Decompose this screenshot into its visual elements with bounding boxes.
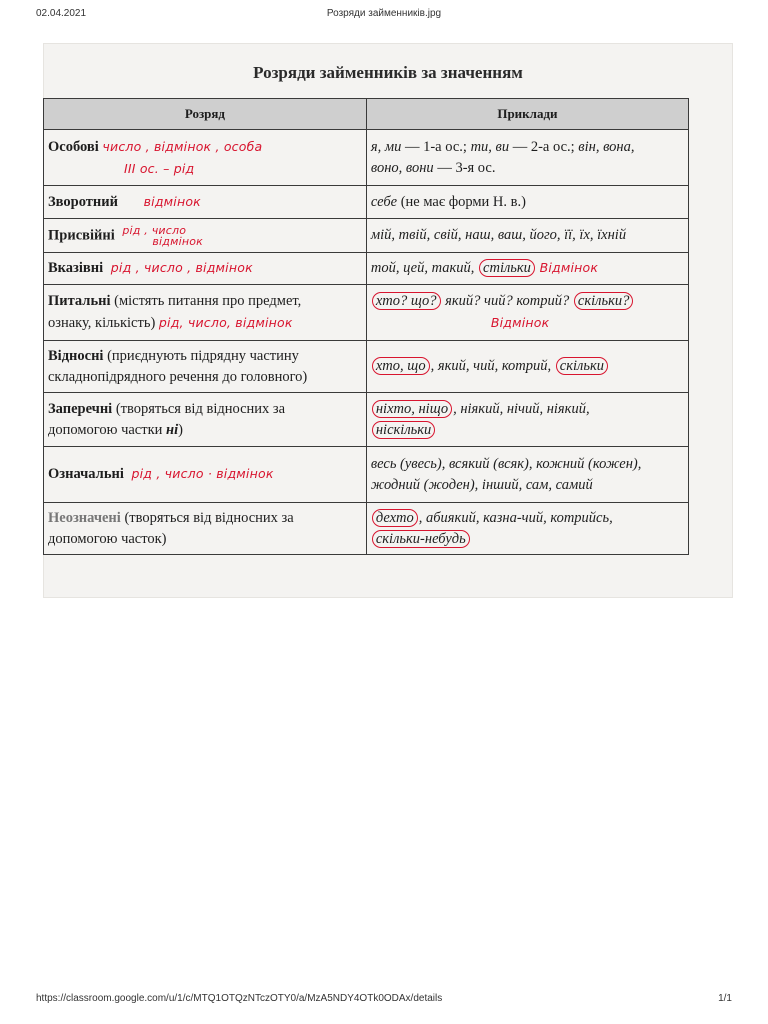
document-title: Розряди займенників за значенням — [253, 63, 523, 82]
table-row — [44, 341, 689, 393]
examples-cell — [366, 503, 688, 555]
circled-example: скільки-небудь — [372, 530, 470, 548]
examples-cell — [366, 447, 688, 503]
category-description: (творяться від відносних за — [120, 509, 294, 526]
example-text: — 2-а ос.; — [509, 138, 579, 155]
circled-example: скільки? — [574, 292, 633, 310]
category-name: Заперечні — [48, 400, 113, 417]
example-text: мій, твій, свій, наш, ваш, його, її, їх, їхній — [370, 227, 627, 243]
category-description: ) — [178, 421, 183, 438]
category-name: Питальні — [48, 293, 111, 309]
category-description: ознаку, кількість) — [48, 315, 156, 331]
handwritten-note: рід, число, відмінок — [158, 315, 293, 330]
category-description: допомогою частки — [48, 421, 167, 438]
example-text: жодний (жоден), інший, сам, самий — [370, 476, 593, 493]
example-text: (не має форми Н. в.) — [397, 193, 526, 210]
circled-example: хто, що — [372, 357, 430, 375]
table-row — [44, 253, 689, 285]
circled-example: хто? що? — [372, 292, 441, 310]
table-row — [44, 219, 689, 253]
examples-cell — [366, 285, 688, 341]
example-text: — 3-я ос. — [433, 159, 496, 176]
category-name: Присвійні — [48, 227, 115, 243]
category-description: ні — [166, 421, 179, 438]
table-row — [44, 503, 689, 555]
example-text: я, ми — [370, 138, 402, 155]
circled-example: ніскільки — [372, 421, 435, 439]
category-name: Зворотний — [48, 193, 118, 210]
category-description: допомогою часток) — [48, 530, 167, 547]
examples-cell — [366, 393, 688, 447]
category-description: (приєднують підрядну частину — [103, 347, 299, 364]
handwritten-note: Відмінок — [539, 260, 599, 275]
table-row — [44, 285, 689, 341]
print-url: https://classroom.google.com/u/1/c/MTQ1OTQzNTczOTY0/a/MzA5NDY4OTk0ODAx/details — [36, 993, 443, 1004]
handwritten-note: число , відмінок , особа — [102, 138, 263, 154]
category-description: (творяться від відносних за — [112, 400, 286, 417]
example-text: , ніякий, нічий, ніякий, — [453, 400, 590, 417]
example-text: той, цей, такий, — [370, 260, 475, 276]
handwritten-note: ІІІ ос. – рід — [124, 160, 195, 176]
circled-example: ніхто, ніщо — [372, 400, 452, 418]
examples-cell — [366, 130, 688, 186]
category-name: Неозначені — [48, 509, 121, 526]
category-description: (містять питання про предмет, — [110, 293, 302, 309]
table-header-row — [44, 99, 689, 130]
example-text: весь (увесь), всякий (всяк), кожний (кожен), — [370, 455, 642, 472]
category-cell — [44, 285, 367, 341]
category-cell — [44, 341, 367, 393]
category-cell — [44, 130, 367, 186]
table-row — [44, 130, 689, 186]
handwritten-note: рід , число · відмінок — [131, 466, 274, 481]
example-text: , який, чий, котрий, — [430, 358, 555, 374]
category-name: Особові — [48, 138, 99, 155]
example-text: який? чий? котрий? — [441, 293, 573, 309]
category-name: Вказівні — [48, 260, 104, 276]
category-name: Означальні — [48, 466, 124, 482]
circled-example: стільки — [479, 259, 535, 277]
category-cell — [44, 393, 367, 447]
example-text: воно, вони — [370, 159, 434, 176]
scanned-document — [43, 43, 733, 598]
pronoun-categories-table — [43, 98, 689, 555]
category-description: складнопідрядного речення до головного) — [48, 368, 308, 385]
circled-example: дехто — [372, 509, 418, 527]
example-text: він, вона, — [578, 138, 635, 155]
page-number: 1/1 — [718, 993, 732, 1004]
print-date: 02.04.2021 — [36, 8, 87, 19]
example-text: — 1-а ос.; — [401, 138, 471, 155]
examples-cell — [366, 219, 688, 253]
column-header-examples: Приклади — [366, 99, 688, 130]
handwritten-note: відмінок — [152, 234, 204, 248]
handwritten-note: рід , число — [122, 223, 187, 237]
column-header-category: Розряд — [44, 99, 367, 130]
print-title: Розряди займенників.jpg — [326, 8, 442, 19]
examples-cell — [366, 341, 688, 393]
handwritten-note: Відмінок — [490, 315, 550, 330]
example-text: себе — [370, 193, 398, 210]
category-cell — [44, 219, 367, 253]
category-name: Відносні — [48, 347, 104, 364]
category-cell — [44, 447, 367, 503]
handwritten-note: рід , число , відмінок — [110, 260, 253, 275]
category-cell — [44, 186, 367, 219]
circled-example: скільки — [556, 357, 608, 375]
table-row — [44, 186, 689, 219]
examples-cell — [366, 253, 688, 285]
examples-cell — [366, 186, 688, 219]
category-cell — [44, 253, 367, 285]
table-row — [44, 447, 689, 503]
category-cell — [44, 503, 367, 555]
handwritten-note: відмінок — [143, 193, 201, 209]
example-text: ти, ви — [470, 138, 510, 155]
example-text: , абиякий, казна-чий, котрийсь, — [418, 509, 613, 526]
table-row — [44, 393, 689, 447]
